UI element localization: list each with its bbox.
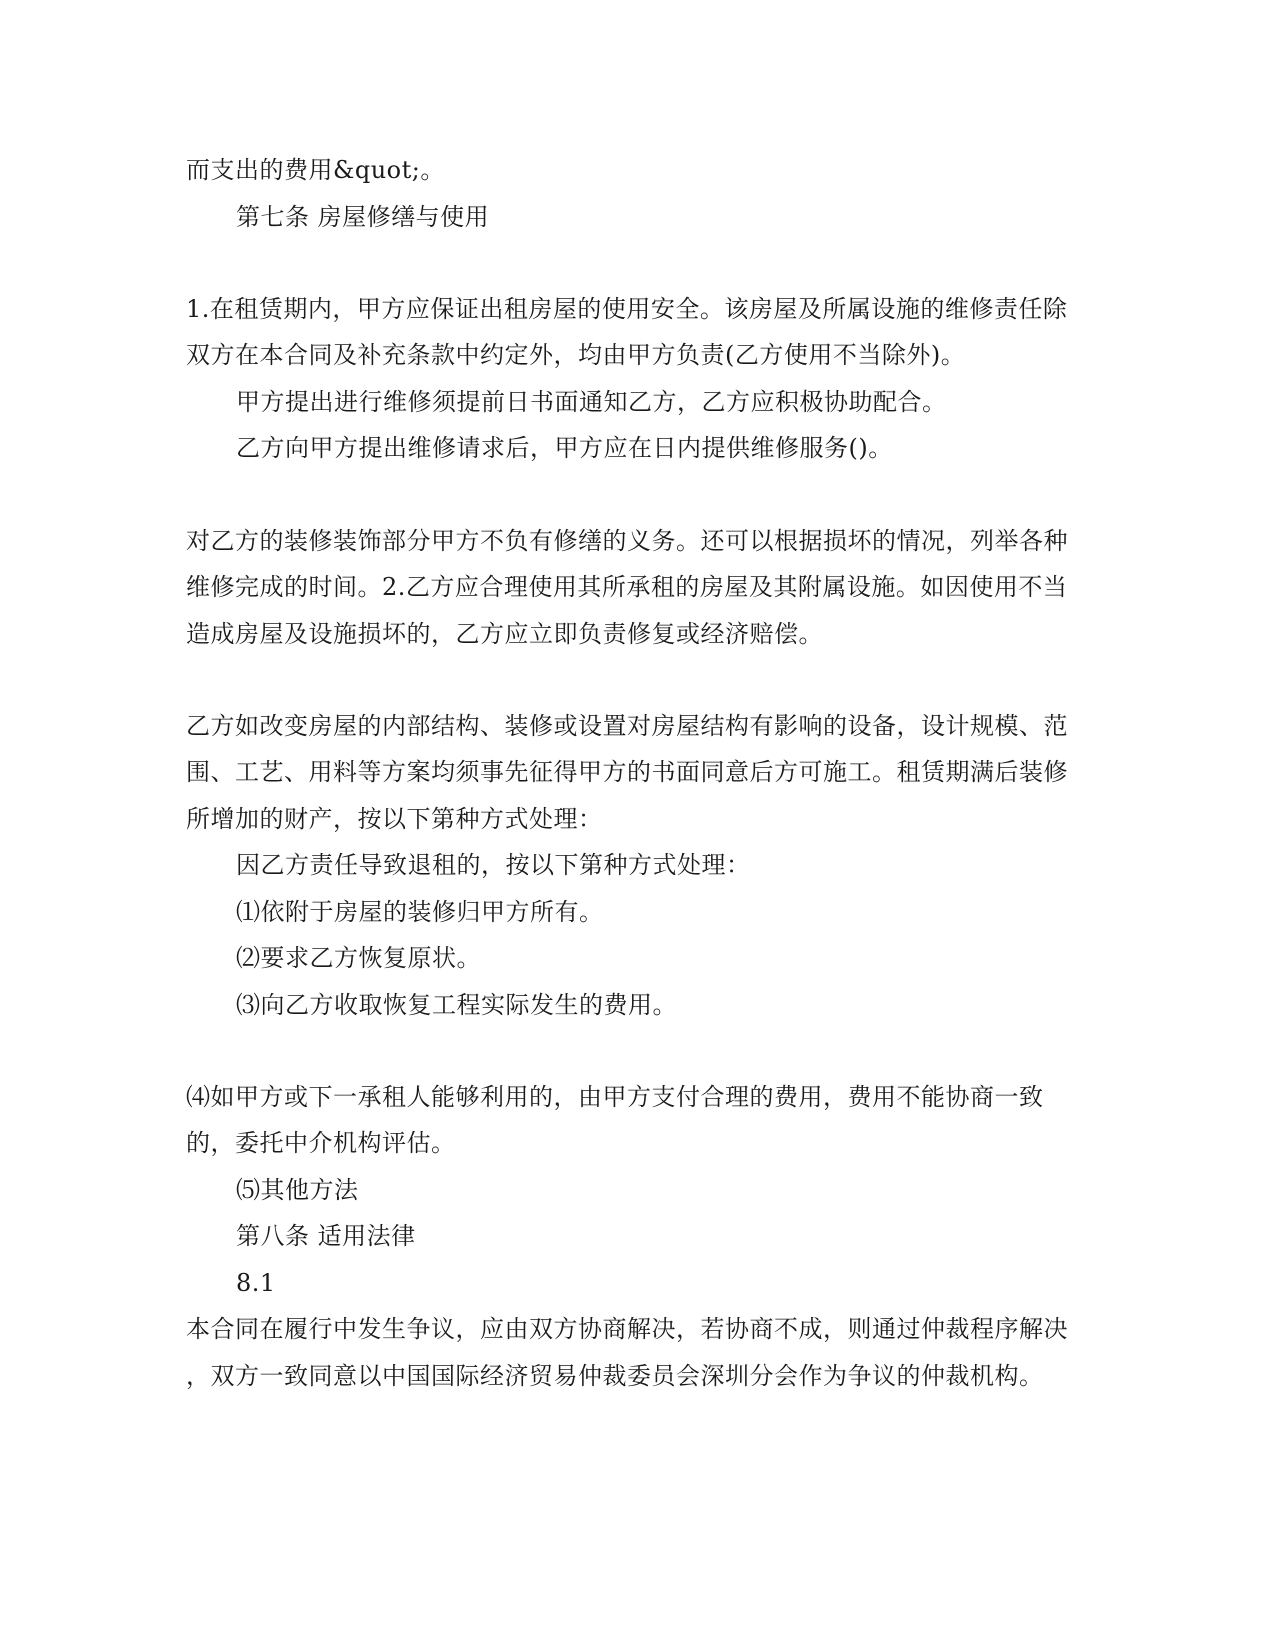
text-line: 1.在租赁期内，甲方应保证出租房屋的使用安全。该房屋及所属设施的维修责任除 <box>186 295 1068 323</box>
text-line: 造成房屋及设施损坏的，乙方应立即负责修复或经济赔偿。 <box>186 620 823 648</box>
list-item: ⑸其他方法 <box>236 1176 359 1204</box>
text-line: 甲方提出进行维修须提前日书面通知乙方，乙方应积极协助配合。 <box>236 388 947 416</box>
list-item: ⑴依附于房屋的装修归甲方所有。 <box>236 898 604 926</box>
text-line: 双方在本合同及补充条款中约定外，均由甲方负责(乙方使用不当除外)。 <box>186 341 966 369</box>
list-item: ⑶向乙方收取恢复工程实际发生的费用。 <box>236 991 677 1019</box>
clause-number: 8.1 <box>236 1269 276 1297</box>
text-line: 围、工艺、用料等方案均须事先征得甲方的书面同意后方可施工。租赁期满后装修 <box>186 758 1068 786</box>
list-item: ⑷如甲方或下一承租人能够利用的，由甲方支付合理的费用，费用不能协商一致 <box>186 1083 1044 1111</box>
section-heading: 第八条 适用法律 <box>236 1222 416 1250</box>
text-line: 维修完成的时间。2.乙方应合理使用其所承租的房屋及其附属设施。如因使用不当 <box>186 573 1068 601</box>
text-line: 对乙方的装修装饰部分甲方不负有修缮的义务。还可以根据损坏的情况，列举各种 <box>186 527 1068 555</box>
list-item: ⑵要求乙方恢复原状。 <box>236 944 481 972</box>
text-line: 因乙方责任导致退租的，按以下第种方式处理： <box>236 851 751 879</box>
text-line: 所增加的财产，按以下第种方式处理： <box>186 805 603 833</box>
text-line: 乙方如改变房屋的内部结构、装修或设置对房屋结构有影响的设备，设计规模、范 <box>186 712 1068 740</box>
text-line: ，双方一致同意以中国国际经济贸易仲裁委员会深圳分会作为争议的仲裁机构。 <box>186 1362 1044 1390</box>
text-line: 的，委托中介机构评估。 <box>186 1129 456 1157</box>
section-heading: 第七条 房屋修缮与使用 <box>236 203 490 231</box>
text-line: 乙方向甲方提出维修请求后，甲方应在日内提供维修服务()。 <box>236 434 893 462</box>
text-line: 本合同在履行中发生争议，应由双方协商解决，若协商不成，则通过仲裁程序解决 <box>186 1315 1068 1343</box>
text-line: 而支出的费用&quot;。 <box>186 156 445 184</box>
